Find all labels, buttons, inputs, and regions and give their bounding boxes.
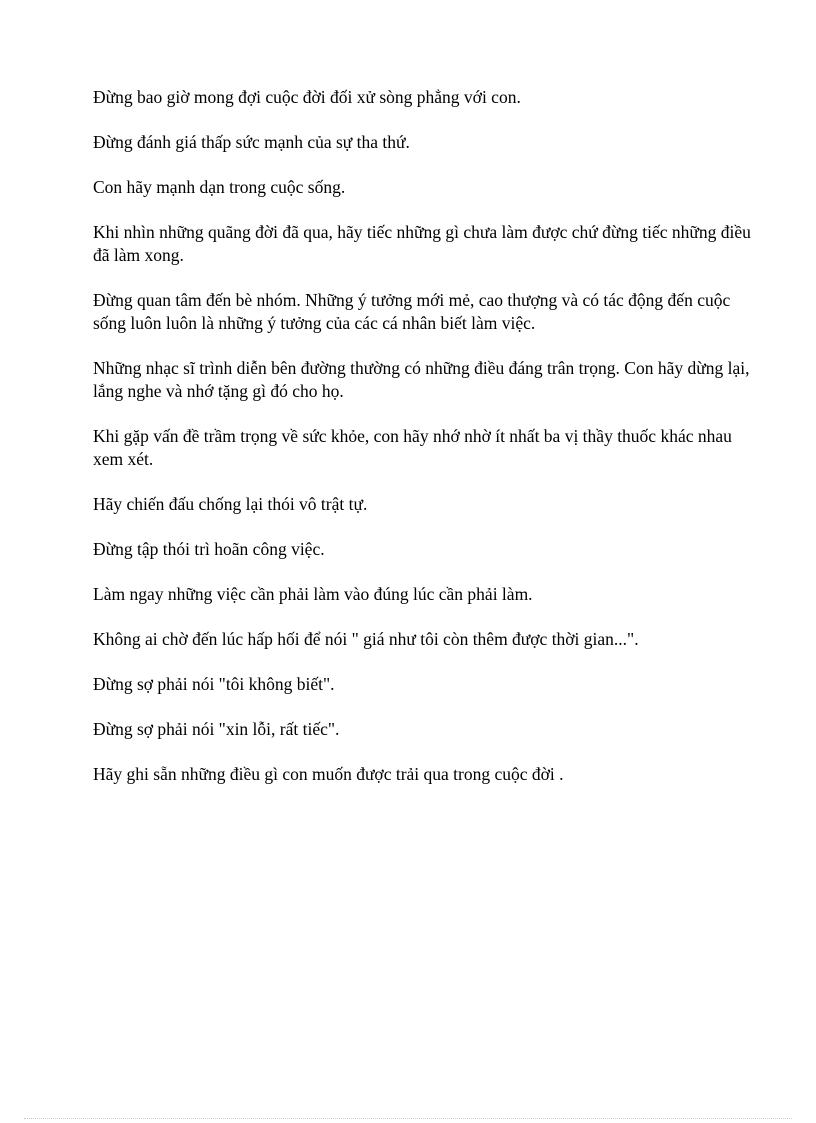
paragraph: Hãy ghi sẵn những điều gì con muốn được trải qua trong cuộc đời . [93,764,564,784]
document-body [93,86,753,808]
paragraph: Đừng sợ phải nói "tôi không biết". [93,674,335,694]
paragraph: Không ai chờ đến lúc hấp hối để nói " giá như tôi còn thêm được thời gian...". [93,629,639,649]
paragraph: Những nhạc sĩ trình diễn bên đường thường có những điều đáng trân trọng. Con hãy dừng lại, lắng nghe và nhớ tặng gì đó cho họ. [93,358,750,401]
paragraph: Khi gặp vấn đề trầm trọng về sức khỏe, con hãy nhớ nhờ ít nhất ba vị thầy thuốc khác nhau xem xét. [93,426,732,469]
paragraph: Làm ngay những việc cần phải làm vào đúng lúc cần phải làm. [93,584,533,604]
paragraph: Hãy chiến đấu chống lại thói vô trật tự. [93,494,368,514]
paragraph: Đừng sợ phải nói "xin lỗi, rất tiếc". [93,719,340,739]
paragraph: Đừng tập thói trì hoãn công việc. [93,539,325,559]
paragraph: Đừng bao giờ mong đợi cuộc đời đối xử sòng phẳng với con. [93,87,521,107]
paragraph: Đừng đánh giá thấp sức mạnh của sự tha thứ. [93,132,410,152]
paragraph: Con hãy mạnh dạn trong cuộc sống. [93,177,346,197]
paragraph: Khi nhìn những quãng đời đã qua, hãy tiếc những gì chưa làm được chứ đừng tiếc những điều đã làm xong. [93,222,751,265]
page-bottom-divider [24,1118,792,1119]
paragraph: Đừng quan tâm đến bè nhóm. Những ý tưởng mới mẻ, cao thượng và có tác động đến cuộc sống luôn luôn là những ý tưởng của các cá nhân biết làm việc. [93,290,731,333]
